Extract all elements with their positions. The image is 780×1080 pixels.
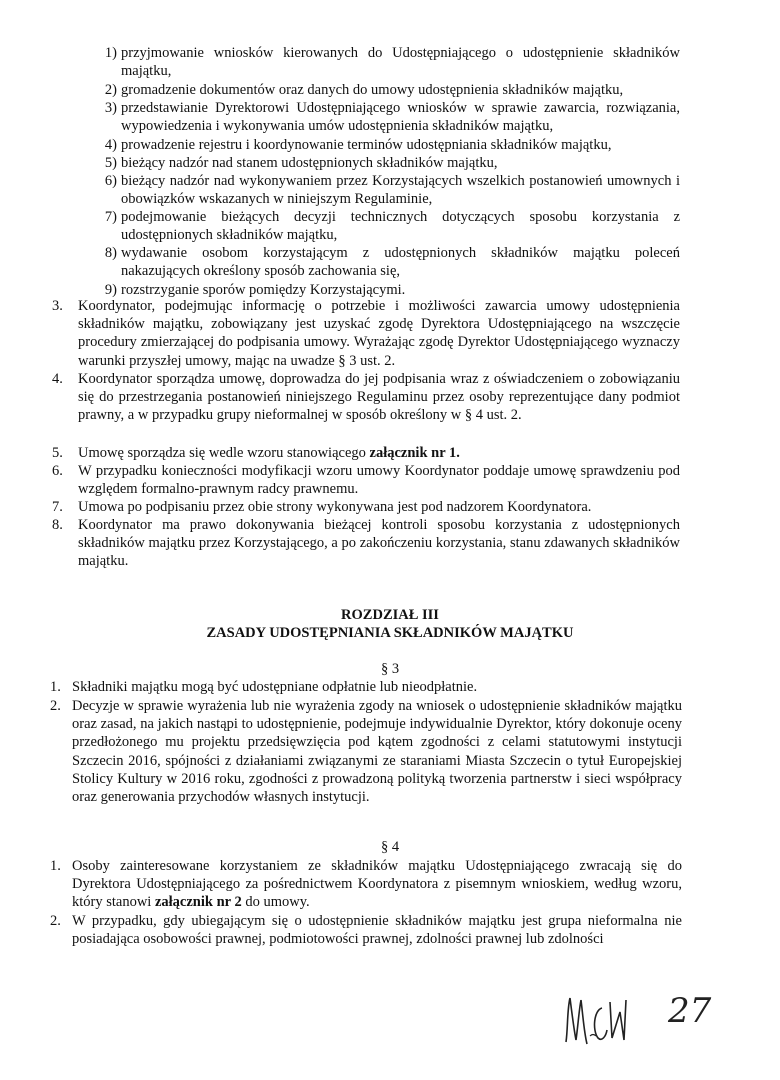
paragraph-item [50, 912, 682, 948]
list-item [95, 154, 680, 172]
text-run: . [456, 445, 460, 461]
attachment-reference: załącznik nr 1 [369, 445, 457, 461]
paragraph-text: Decyzje w sprawie wyrażenia lub nie wyrażenia zgody na wniosek o udostępnienie składników majątku oraz zasad, na jakich nastąpi to udostępnienie, podejmuje indywidualnie Dyrektor, który dokonuje oceny przedłożonego mu projektu przedsięwzięcia pod kątem zgodności z celami statutowymi instytucji Szczecin 2016, spójności z działaniami związanymi ze staraniami Miasta Szczecin o tytuł Europejskiej Stolicy Kultury w 2016 roku, zgodności z prowadzoną polityką tworzenia partnerstw i sieci współpracy oraz generowania przychodów własnych instytucji. [72, 698, 682, 806]
list-text: bieżący nadzór nad wykonywaniem przez Korzystających wszelkich postanowień umownych i obowiązków wskazanych w niniejszym Regulaminie, [121, 173, 680, 208]
list-number: 9) [104, 282, 117, 298]
paragraph-number: 1. [50, 858, 61, 874]
paragraph-item [52, 516, 680, 571]
attachment-reference: załącznik nr 2 [154, 894, 242, 911]
paragraph-number: 8. [52, 517, 63, 533]
paragraph-number: 7. [52, 499, 63, 515]
text-run: do umowy. [241, 894, 310, 911]
list-item [95, 172, 680, 208]
paragraph-text: W przypadku, gdy ubiegającym się o udostępnienie składników majątku jest grupa nieformalna nie posiadająca osobowości prawnej, podmiotowości prawnej, zdolności prawnej lub zdolności [72, 913, 682, 948]
paragraph-number: 3. [52, 298, 63, 314]
section-label: § 4 [380, 839, 400, 855]
list-item [95, 81, 680, 99]
list-number: 7) [104, 209, 117, 225]
list-text: gromadzenie dokumentów oraz danych do umowy udostępnienia składników majątku, [121, 82, 624, 98]
paragraph-number: 6. [52, 463, 63, 479]
list-number: 6) [104, 173, 117, 189]
list-text: wydawanie osobom korzystającym z udostępnionych składników majątku poleceń nakazujących określony sposób zachowania się, [121, 245, 680, 280]
paragraph-number: 2. [50, 698, 61, 714]
list-number: 1) [104, 45, 117, 61]
list-text: rozstrzyganie sporów pomiędzy Korzystającymi. [121, 282, 406, 298]
text-run: Osoby zainteresowane korzystaniem ze składników majątku Udostępniającego zwracają się do Dyrektora Udostępniającego za pośrednictwem Koordynatora z pisemnym wnioskiem, według wzoru, który stanowi [72, 858, 682, 911]
list-text: przedstawianie Dyrektorowi Udostępniającego wniosków w sprawie zawarcia, rozwiązania, wypowiedzenia i wykonywania umów udostępnienia składników majątku, [121, 100, 680, 135]
paragraph-text [78, 444, 680, 462]
list-item [95, 99, 680, 135]
list-number: 3) [104, 100, 117, 116]
list-item [95, 44, 680, 80]
paragraph-number: 5. [52, 445, 63, 461]
chapter-title: ROZDZIAŁ III [341, 607, 439, 623]
list-item [95, 208, 680, 244]
page-number: 27 [668, 991, 712, 1031]
list-number: 4) [104, 137, 117, 153]
paragraph-item [50, 697, 682, 806]
list-item [95, 136, 680, 154]
paragraph-item [50, 857, 682, 912]
paragraph-text: W przypadku konieczności modyfikacji wzoru umowy Koordynator poddaje umowę sprawdzeniu pod względem formalno-prawnym radcy prawnemu. [78, 463, 680, 498]
paragraph-text [72, 857, 682, 912]
list-number: 5) [104, 155, 117, 171]
paragraph-number: 4. [52, 371, 63, 387]
paragraph-item [52, 462, 680, 498]
list-text: bieżący nadzór nad stanem udostępnionych składników majątku, [121, 155, 498, 171]
list-item [95, 244, 680, 280]
text-run: Umowę sporządza się wedle wzoru stanowiącego [78, 445, 370, 461]
list-number: 2) [104, 82, 117, 98]
paragraph-text: Koordynator ma prawo dokonywania bieżącej kontroli sposobu korzystania z udostępnionych składników majątku przez Korzystającego, a po zakończeniu korzystania, stanu zdawanych składników majątku. [78, 517, 680, 570]
section-label: § 3 [380, 661, 400, 677]
paragraph-number: 2. [50, 913, 61, 929]
paragraph-item [52, 444, 680, 462]
paragraph-item [52, 370, 680, 425]
paragraph-item [50, 678, 682, 696]
paragraph-text: Składniki majątku mogą być udostępniane odpłatnie lub nieodpłatnie. [72, 679, 478, 695]
paragraph-text: Koordynator, podejmując informację o potrzebie i możliwości zawarcia umowy udostępnienia składników majątku, zobowiązany jest uzyskać zgodę Dyrektora Udostępniającego na wszczęcie procedury zmierzającej do podpisania umowy. Wyrażając zgodę Dyrektor Udostępniającego wyznaczy warunki przyszłej umowy, mając na uwadze § 3 ust. 2. [78, 298, 680, 369]
list-text: przyjmowanie wniosków kierowanych do Udostępniającego o udostępnienie składników majątku, [121, 45, 680, 80]
paragraph-item [52, 498, 680, 516]
paragraph-text: Umowa po podpisaniu przez obie strony wykonywana jest pod nadzorem Koordynatora. [78, 499, 592, 515]
handwritten-initials [560, 990, 650, 1050]
list-number: 8) [104, 245, 117, 261]
paragraph-text: Koordynator sporządza umowę, doprowadza do jej podpisania wraz z oświadczeniem o zobowiązaniu się do przestrzegania postanowień niniejszego Regulaminu przez osoby reprezentujące dany podmiot prawny, a w przypadku grupy nieformalnej w sposób określony w § 4 ust. 2. [78, 371, 680, 424]
chapter-subtitle: ZASADY UDOSTĘPNIANIA SKŁADNIKÓW MAJĄTKU [206, 625, 574, 641]
paragraph-number: 1. [50, 679, 61, 695]
list-text: prowadzenie rejestru i koordynowanie terminów udostępniania składników majątku, [121, 137, 612, 153]
paragraph-item [52, 297, 680, 370]
list-text: podejmowanie bieżących decyzji technicznych dotyczących sposobu korzystania z udostępnionych składników majątku, [121, 209, 680, 244]
